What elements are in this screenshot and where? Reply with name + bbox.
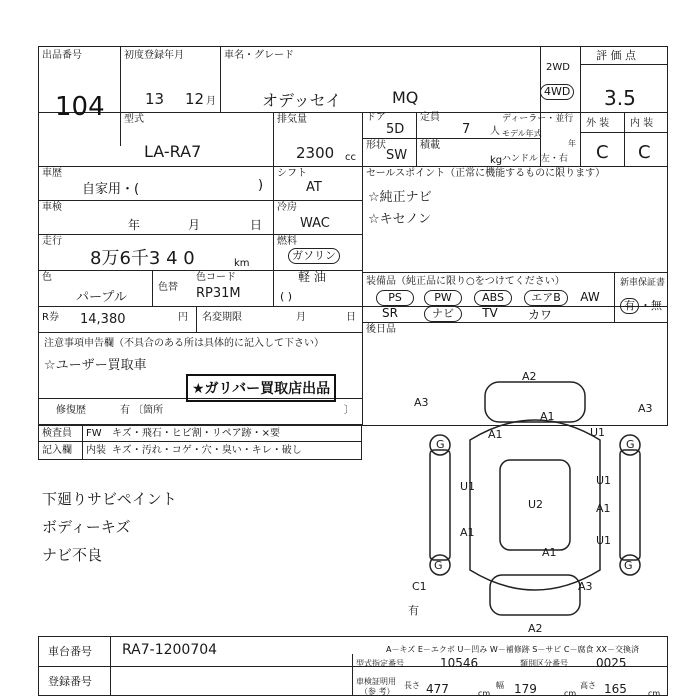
hood-outline [485, 382, 585, 422]
diagram-mark-10: A1 [596, 502, 611, 515]
width-label: 幅 [496, 681, 504, 690]
diagram-mark-0: A2 [522, 370, 537, 383]
mileage-label: 走行 [42, 236, 62, 247]
name-change-label: 名変期限 [202, 312, 242, 323]
door-label: ドア [366, 112, 386, 123]
diagram-mark-20: 有 [408, 604, 419, 617]
equip-pw: PW [424, 290, 462, 306]
color-label: 色 [42, 272, 52, 283]
handwritten-note-1: 下廻りサビペイント [42, 490, 177, 508]
exterior-score: C [596, 142, 609, 163]
class-label: 類別区分番号 [520, 659, 568, 668]
cert-ref: （参 考） [360, 687, 395, 696]
height-unit: cm [648, 689, 661, 698]
width-value: 179 [514, 682, 537, 696]
history-value: 自家用・( [82, 182, 140, 197]
shape-label: 形状 [366, 140, 386, 151]
first-reg-year: 13 [145, 90, 165, 108]
equip-airbag: エアB [524, 290, 568, 306]
length-value: 477 [426, 682, 449, 696]
shift-value: AT [306, 180, 322, 195]
handwritten-note-2: ボディーキズ [42, 518, 131, 536]
chassis-label: 車台番号 [48, 645, 92, 658]
entry-label: 記入欄 [42, 445, 72, 456]
equip-ps: PS [376, 290, 414, 306]
door-value: 5D [386, 122, 405, 137]
lot-label: 出品番号 [42, 50, 82, 61]
capacity-label: 定員 [420, 112, 440, 123]
equip-abs: ABS [474, 290, 512, 306]
diagram-mark-17: G [624, 559, 633, 572]
fuel-label: 燃料 [277, 236, 297, 247]
left-side [430, 450, 450, 560]
diagram-mark-9: U1 [596, 474, 612, 487]
type-value: 10546 [440, 656, 479, 670]
interior-items: キズ・汚れ・コゲ・穴・臭い・キレ・破し [112, 445, 302, 456]
car-name-value: オデッセイ [262, 91, 342, 110]
diagram-mark-13: U1 [596, 534, 612, 547]
diagram-mark-1: A3 [414, 396, 429, 409]
diagram-mark-14: A1 [542, 546, 557, 559]
diagram-mark-12: A1 [460, 526, 475, 539]
diagram-mark-7: U1 [460, 480, 476, 493]
height-value: 165 [604, 682, 627, 696]
notes-label: 注意事項申告欄（不具合のある所は具体的に記入して下さい） [44, 338, 324, 349]
first-reg-month: 12 [185, 90, 205, 108]
handle-label: ハンドル 左・右 [502, 154, 568, 164]
warranty-yes: 有 [620, 298, 639, 314]
diagram-mark-6: A1 [488, 428, 503, 441]
equip-leather: カワ [527, 308, 552, 322]
fw-items: キズ・飛石・ヒビ割・リペア跡・×要 [112, 428, 280, 439]
interior-score: C [638, 142, 651, 163]
diagram-mark-18: A3 [578, 580, 593, 593]
score-label: 評 価 点 [596, 49, 636, 62]
trunk-outline [490, 575, 580, 615]
gulliver-stamp: ★ガリバー買取店出品 [186, 374, 336, 402]
score-value: 3.5 [604, 86, 636, 110]
registration-label: 登録番号 [48, 675, 92, 688]
notes-item: ☆ユーザー買取車 [44, 358, 147, 373]
repair-value: 有 〔箇所 [120, 405, 164, 416]
sales-point-2: ☆キセノン [368, 212, 432, 227]
diagram-mark-5: G [436, 438, 445, 451]
recycle-value: 14,380 [80, 312, 126, 327]
diagram-mark-11: U2 [528, 498, 544, 511]
recycle-label: R券 [42, 312, 59, 323]
color-value: パープル [76, 290, 127, 305]
interior-label: 内 装 [630, 118, 654, 129]
drive-2wd: 2WD [546, 62, 570, 73]
car-damage-diagram [400, 370, 670, 635]
lot-number: 104 [55, 92, 105, 122]
displacement-label: 排気量 [277, 114, 307, 125]
car-grade-value: MQ [392, 88, 419, 107]
car-name-label: 車名・グレード [224, 50, 294, 61]
handwritten-note-3: ナビ不良 [42, 546, 103, 564]
load-label: 積載 [420, 140, 440, 151]
name-change-day: 日 [346, 312, 356, 323]
equip-sr: SR [382, 306, 398, 320]
class-value: 0025 [596, 656, 627, 670]
interior-items-label: 内装 [86, 445, 106, 456]
inspection-month: 月 [188, 218, 201, 232]
equipment-label: 装備品（純正品に限り○をつけてください） [366, 276, 565, 287]
capacity-unit: 人 [490, 126, 500, 137]
equip-navi: ナビ [424, 306, 462, 322]
inspector-label: 検査員 [42, 428, 72, 439]
diagram-mark-4: A3 [638, 402, 653, 415]
diagram-mark-2: A1 [540, 410, 555, 423]
diagram-mark-19: A2 [528, 622, 543, 635]
rear-seat-label: 後日品 [366, 324, 396, 335]
mileage-unit: km [234, 258, 250, 269]
color-tone-label: 色替 [158, 282, 178, 293]
chassis-value: RA7-1200704 [122, 642, 218, 658]
sales-points-label: セールスポイント（正常に機能するものに限ります） [366, 168, 606, 179]
length-unit: cm [478, 689, 491, 698]
sales-point-1: ☆純正ナビ [368, 190, 432, 205]
cert-label: 車検証明用 [356, 677, 396, 686]
displacement-value: 2300 [296, 144, 335, 162]
mileage-value: 8万6千3 4 0 [90, 248, 195, 269]
color-code-label: 色コード [196, 272, 236, 283]
fuel-gasoline: ガソリン [288, 248, 340, 264]
model-year-unit: 年 [568, 139, 576, 148]
width-unit: cm [564, 689, 577, 698]
repair-label: 修復歴 [56, 405, 86, 416]
inspection-day: 日 [250, 218, 263, 232]
history-close: ) [258, 178, 264, 193]
aircon-value: WAC [300, 216, 330, 231]
diagram-mark-3: U1 [590, 426, 606, 439]
diagram-mark-16: G [434, 559, 443, 572]
inspection-year: 年 [128, 218, 141, 232]
length-label: 長さ [404, 681, 420, 690]
aircon-label: 冷房 [277, 202, 297, 213]
recycle-unit: 円 [178, 312, 188, 323]
displacement-unit: cc [345, 152, 356, 163]
right-side [620, 450, 640, 560]
first-reg-month-unit: 月 [206, 96, 216, 107]
exterior-label: 外 装 [586, 118, 610, 129]
equip-aw: AW [580, 290, 600, 304]
warranty-no: ・無 [640, 299, 662, 312]
dealer-label: ディーラー・並行 [502, 114, 574, 124]
fw-label: FW [86, 428, 102, 439]
equip-tv: TV [482, 306, 498, 320]
diagram-mark-15: C1 [412, 580, 427, 593]
shape-value: SW [386, 148, 408, 163]
damage-legend: A－キズ E－エクボ U－凹み W－補修跡 S－サビ C－腐食 XX－交換済 [386, 645, 640, 654]
inspection-label: 車検 [42, 202, 62, 213]
model-label: 型式 [124, 114, 144, 125]
type-label: 型式指定番号 [356, 659, 404, 668]
repair-close: 〕 [344, 405, 354, 416]
color-code: RP31M [196, 286, 241, 301]
fuel-other: ( ) [280, 290, 293, 303]
model-value: LA-RA7 [144, 142, 202, 161]
load-unit: kg [490, 155, 503, 166]
capacity-value: 7 [462, 122, 471, 137]
warranty-label: 新車保証書 [620, 278, 666, 288]
history-label: 車歴 [42, 168, 62, 179]
shift-label: シフト [277, 168, 307, 179]
drive-4wd: 4WD [540, 84, 574, 100]
height-label: 高さ [580, 681, 596, 690]
diagram-mark-8: G [626, 438, 635, 451]
first-reg-label: 初度登録年月 [124, 50, 184, 61]
model-year-label: モデル年式 [502, 129, 542, 138]
fuel-diesel: 軽 油 [298, 270, 326, 284]
name-change-month: 月 [296, 312, 306, 323]
